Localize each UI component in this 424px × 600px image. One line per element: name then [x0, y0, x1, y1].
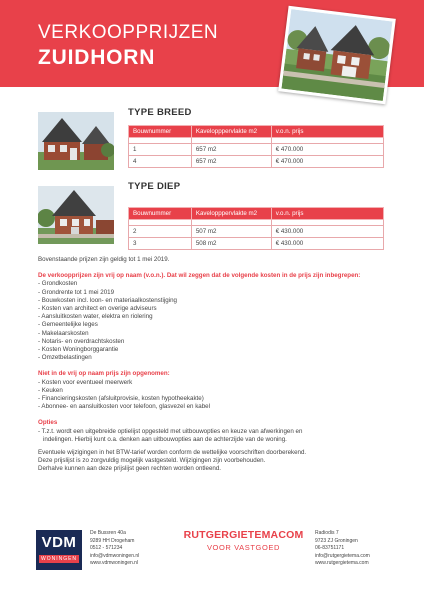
- website-link[interactable]: www.vdmwoningen.nl: [90, 560, 139, 566]
- prijs-cell: € 430.000: [271, 238, 383, 250]
- table-row: [129, 238, 384, 250]
- address-line: Radiodis 7: [315, 530, 339, 536]
- vdm-logo-sub: WONINGEN: [40, 556, 78, 562]
- phone-line: 0512 - 571234: [90, 545, 123, 551]
- table-header-row: [129, 208, 384, 220]
- list-item: - Kosten van architect en overige adviseurs: [38, 305, 157, 313]
- page-title-line1: VERKOOPPRIJZEN: [38, 22, 219, 43]
- phone-line: 06-83751171: [315, 545, 345, 551]
- disclaimer-line2: Deze prijslijst is zo zorgvuldig mogelijk vastgesteld. Wijzigingen zijn voorbehouden.: [38, 457, 266, 465]
- list-item: - Gemeentelijke leges: [38, 321, 98, 329]
- prijs-cell: € 430.000: [271, 226, 383, 238]
- bouwnummer-cell: 1: [129, 144, 192, 156]
- excluded-heading: Niet in de vrij op naam prijs zijn opgenomen:: [38, 370, 170, 378]
- breed-house-image: [38, 112, 114, 170]
- column-header-prijs: v.o.n. prijs: [271, 126, 383, 138]
- list-item: - Makelaarskosten: [38, 329, 89, 337]
- bouwnummer-cell: 3: [129, 238, 192, 250]
- list-item: - Aansluitkosten water, elektra en riolering: [38, 313, 153, 321]
- kavel-cell: 657 m2: [191, 144, 271, 156]
- included-costs-list: [38, 280, 388, 362]
- list-item: - Grondrente tot 1 mei 2019: [38, 288, 115, 296]
- list-item: - Kosten Woningborggarantie: [38, 346, 119, 354]
- email-link[interactable]: info@vdmwoningen.nl: [90, 552, 140, 559]
- house-photo-image: [282, 9, 393, 101]
- address-line: De Bussren 40a: [90, 530, 126, 536]
- type-diep-title: TYPE DIEP: [128, 181, 181, 192]
- diep-house-image: [38, 186, 114, 244]
- list-item: - Keuken: [38, 386, 63, 394]
- rgm-address-block: [315, 530, 370, 568]
- list-item: - Grondkosten: [38, 280, 78, 288]
- column-header-kavel: Kavelopppervlakte m2: [191, 208, 271, 220]
- address-line: 9723 ZJ Groningen: [315, 537, 358, 544]
- vdm-logo-main: VDM: [41, 534, 77, 551]
- list-item: - Notaris- en overdrachtskosten: [38, 337, 125, 345]
- bouwnummer-cell: 4: [129, 156, 192, 168]
- column-header-kavel: Kavelopppervlakte m2: [191, 126, 271, 138]
- table-header-row: [129, 126, 384, 138]
- disclaimer-line3: Derhalve kunnen aan deze prijslijst geen rechten worden ontleend.: [38, 465, 221, 473]
- kavel-cell: 657 m2: [191, 156, 271, 168]
- price-terms-text: [38, 256, 388, 474]
- table-row: [129, 156, 384, 168]
- vdm-address-block: [90, 530, 139, 568]
- type-breed-price-table: [128, 125, 384, 168]
- prijs-cell: € 470.000: [271, 144, 383, 156]
- address-line: 9289 HH Drogeham: [90, 537, 135, 544]
- type-diep-photo: [38, 186, 114, 244]
- page-title-line2: ZUIDHORN: [38, 46, 156, 69]
- email-link[interactable]: info@rutgergietema.com: [315, 552, 370, 559]
- options-text-line1: - T.z.t. wordt een uitgebreide optielijst opgesteld met uitbouwopties en keuze van afwerkingen en: [38, 427, 303, 435]
- hero-house-photo: [278, 6, 396, 105]
- table-row: [129, 144, 384, 156]
- list-item: - Omzetbelastingen: [38, 354, 92, 362]
- bouwnummer-cell: 2: [129, 226, 192, 238]
- list-item: - Abonnee- en aansluitkosten voor telefoon, glasvezel en kabel: [38, 403, 210, 411]
- list-item: - Financieringskosten (afsluitprovisie, kosten hypotheekakte): [38, 395, 204, 403]
- excluded-costs-list: [38, 379, 388, 412]
- disclaimer-line1: Eventuele wijzigingen in het BTW-tarief worden conform de wettelijke voorschriften doorberekend.: [38, 449, 307, 457]
- options-heading: Opties: [38, 419, 58, 427]
- column-header-prijs: v.o.n. prijs: [271, 208, 383, 220]
- vdm-woningen-logo: [36, 530, 82, 570]
- von-heading: De verkoopprijzen zijn vrij op naam (v.o.n.). Dat wil zeggen dat de volgende kosten in de prijs zijn inbegrepen:: [38, 272, 361, 280]
- prijs-cell: € 470.000: [271, 156, 383, 168]
- table-row: [129, 226, 384, 238]
- type-breed-photo: [38, 112, 114, 170]
- column-header-bouwnummer: Bouwnummer: [129, 126, 192, 138]
- kavel-cell: 507 m2: [191, 226, 271, 238]
- validity-note: Bovenstaande prijzen zijn geldig tot 1 mei 2019.: [38, 256, 170, 263]
- website-link[interactable]: www.rutgergietema.com: [315, 560, 369, 566]
- column-header-bouwnummer: Bouwnummer: [129, 208, 192, 220]
- rutgergietemacom-logo: [176, 529, 311, 552]
- kavel-cell: 508 m2: [191, 238, 271, 250]
- list-item: - Bouwkosten incl. loon- en materiaalkostenstijging: [38, 296, 177, 304]
- type-breed-title: TYPE BREED: [128, 107, 192, 118]
- rgm-logo-name: RUTGERGIETEMACOM: [183, 529, 304, 541]
- options-text-line2: indelingen. Hierbij kunt o.a. denken aan uitbouwopties aan de achterzijde van de woning.: [43, 435, 287, 443]
- type-diep-price-table: [128, 207, 384, 250]
- rgm-logo-sub: VOOR VASTGOED: [206, 543, 281, 552]
- list-item: - Kosten voor eventueel meerwerk: [38, 378, 133, 386]
